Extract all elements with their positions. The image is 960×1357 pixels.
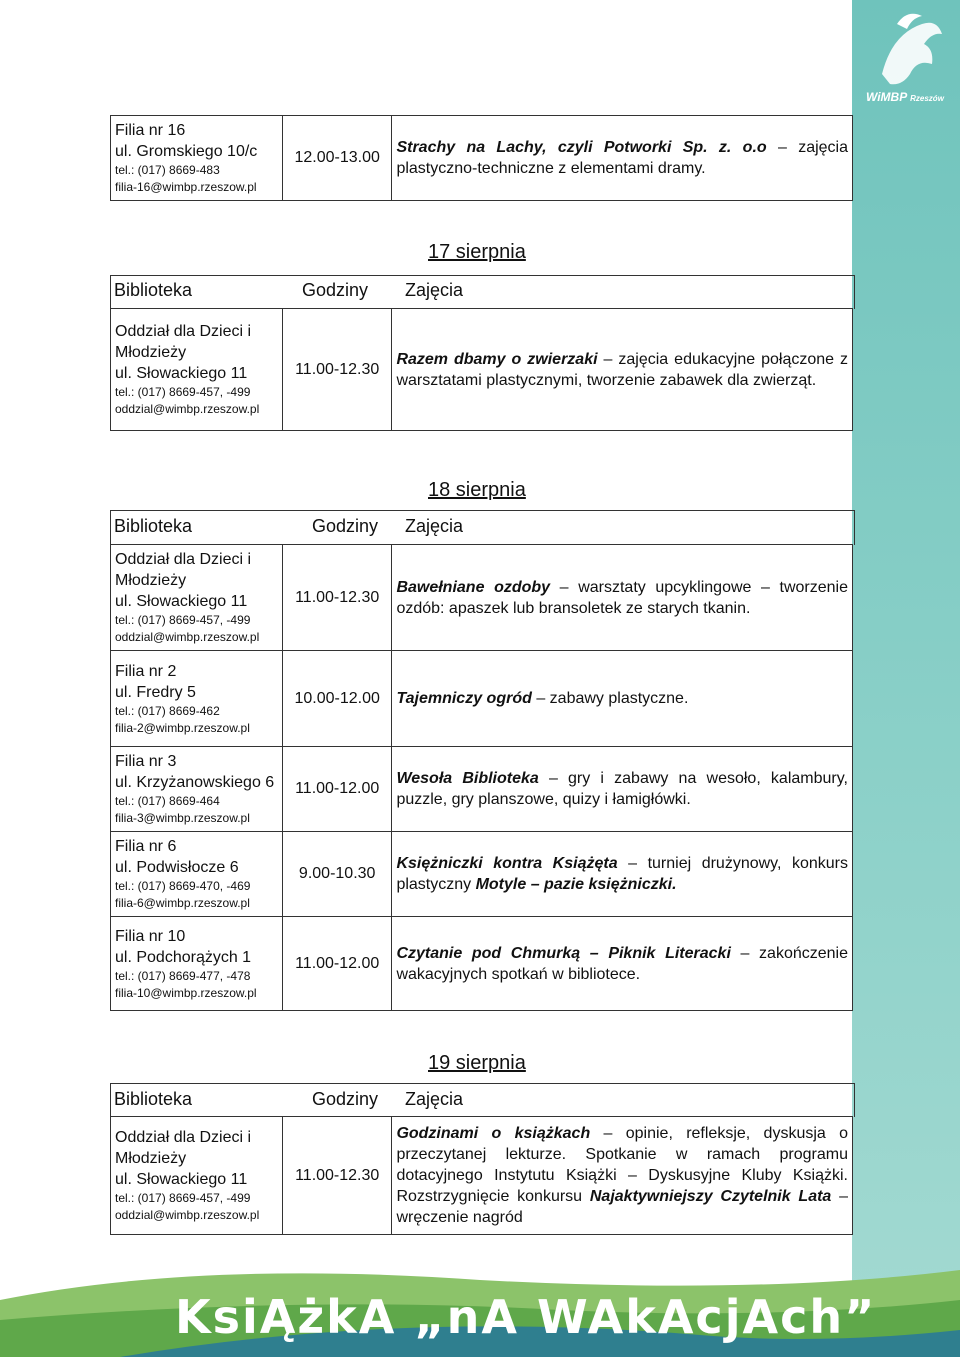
- library-phone: tel.: (017) 8669-483: [115, 163, 220, 177]
- library-name: Filia nr 16: [115, 122, 186, 139]
- library-email: oddzial@wimbp.rzeszow.pl: [115, 402, 260, 416]
- hours-cell: 9.00-10.30: [282, 832, 392, 917]
- decorative-sidebar: [852, 0, 960, 1357]
- library-phone: tel.: (017) 8669-462: [115, 703, 220, 718]
- header-library: Biblioteka: [114, 280, 193, 300]
- library-email: filia-6@wimbp.rzeszow.pl: [115, 896, 250, 910]
- header-library: Biblioteka: [114, 516, 193, 536]
- table-row: [111, 832, 853, 917]
- library-cell: [111, 651, 283, 747]
- header-row: [110, 510, 855, 545]
- activity-text: – turniej drużynowy, konkurs plastyczny: [396, 855, 849, 893]
- activity-cell: [392, 747, 853, 832]
- library-phone: tel.: (017) 8669-477, -478: [115, 968, 251, 983]
- library-phone: tel.: (017) 8669-464: [115, 794, 220, 808]
- library-street: ul. Słowackiego 11: [115, 365, 248, 382]
- library-email: filia-2@wimbp.rzeszow.pl: [115, 720, 250, 735]
- activity-text: – opinie, refleksje, dyskusja o przeczytanej lekturze. Spotkanie w ramach programu dotacyjnego Instytutu Książki – Dyskusyjne Kluby Książki. Rozstrzygnięcie konkursu: [396, 1125, 848, 1205]
- activity-cell: [392, 832, 853, 917]
- library-cell: [111, 747, 283, 832]
- library-email: filia-10@wimbp.rzeszow.pl: [115, 985, 257, 1000]
- hours-cell: 11.00-12.30: [282, 309, 392, 431]
- activity-text: – gry i zabawy na wesoło, kalambury, puzzle, gry planszowe, quizy i łamigłówki.: [396, 770, 848, 808]
- library-street: ul. Gromskiego 10/c: [115, 143, 258, 160]
- library-street: ul. Podchorążych 1: [115, 948, 252, 966]
- library-name: Oddział dla Dzieci i Młodzieży: [115, 1129, 252, 1167]
- activity-subtitle: Najaktywniejszy Czytelnik Lata: [589, 1188, 832, 1205]
- hours-cell: 11.00-12.30: [282, 545, 392, 651]
- library-street: ul. Podwisłocze 6: [115, 859, 239, 876]
- header-library: Biblioteka: [114, 1089, 193, 1109]
- header-hours: Godziny: [312, 516, 379, 536]
- table-row: [111, 747, 853, 832]
- banner-title: KsiĄżkA „nA WAkAcjAch”: [175, 1290, 877, 1344]
- logo-city: Rzeszów: [910, 94, 944, 103]
- library-name: Filia nr 3: [115, 753, 177, 770]
- activity-cell: [392, 309, 853, 431]
- activity-title: Bawełniane ozdoby: [396, 578, 551, 596]
- activity-title: Księżniczki kontra Książęta: [396, 855, 618, 872]
- hours-cell: 11.00-12.00: [282, 917, 392, 1011]
- hours-cell: 12.00-13.00: [282, 116, 392, 201]
- table-row: [111, 545, 853, 651]
- date-heading: 17 sierpnia: [428, 241, 526, 263]
- activity-cell: [392, 917, 853, 1011]
- activity-cell: [392, 651, 853, 747]
- hours-cell: 10.00-12.00: [282, 651, 392, 747]
- schedule-table-16-aug: [110, 115, 853, 201]
- library-name: Oddział dla Dzieci i Młodzieży: [115, 323, 252, 361]
- activity-title: Czytanie pod Chmurką – Piknik Literacki: [396, 944, 731, 962]
- table-row: [111, 309, 853, 431]
- library-phone: tel.: (017) 8669-457, -499: [115, 1191, 251, 1205]
- library-cell: [111, 545, 283, 651]
- header-activities: Zajęcia: [405, 516, 464, 536]
- hours-cell: 11.00-12.30: [282, 1117, 392, 1235]
- library-cell: [111, 832, 283, 917]
- library-phone: tel.: (017) 8669-457, -499: [115, 613, 251, 627]
- schedule-table-18-aug: [110, 544, 853, 1011]
- activity-title: Wesoła Biblioteka: [396, 770, 539, 787]
- activity-title: Godzinami o książkach: [396, 1125, 591, 1142]
- activity-text-end: – wręczenie nagród: [396, 1188, 849, 1226]
- library-cell: [111, 917, 283, 1011]
- library-street: ul. Słowackiego 11: [115, 1171, 248, 1188]
- library-name: Filia nr 2: [115, 662, 177, 680]
- table-row: [111, 1117, 853, 1235]
- library-email: filia-3@wimbp.rzeszow.pl: [115, 811, 250, 825]
- date-heading: 19 sierpnia: [428, 1052, 526, 1074]
- logo-brand: WiMBP Rzeszów: [866, 90, 944, 104]
- library-cell: [111, 116, 283, 201]
- activity-subtitle: Motyle – pazie księżniczki.: [475, 876, 677, 893]
- library-name: Filia nr 10: [115, 927, 186, 945]
- date-heading: 18 sierpnia: [428, 479, 526, 501]
- library-email: filia-16@wimbp.rzeszow.pl: [115, 180, 257, 194]
- activity-title: Strachy na Lachy, czyli Potworki Sp. z. o.o: [396, 139, 767, 156]
- activity-cell: [392, 1117, 853, 1235]
- header-row: [110, 275, 855, 309]
- header-row: [110, 1083, 855, 1117]
- library-name: Filia nr 6: [115, 838, 177, 855]
- library-cell: [111, 309, 283, 431]
- library-email: oddzial@wimbp.rzeszow.pl: [115, 630, 260, 644]
- activity-text: – zakończenie wakacyjnych spotkań w bibliotece.: [396, 944, 849, 983]
- activity-text: – zajęcia edukacyjne połączone z warsztatami plastycznymi, tworzenie zabawek dla zwierząt.: [396, 350, 849, 389]
- header-hours: Godziny: [312, 1089, 379, 1109]
- table-row: [111, 651, 853, 747]
- table-row: [111, 116, 853, 201]
- library-street: ul. Słowackiego 11: [115, 593, 248, 610]
- header-hours: Godziny: [302, 280, 369, 300]
- activity-title: Razem dbamy o zwierzaki: [396, 350, 598, 368]
- header-activities: Zajęcia: [405, 280, 464, 300]
- library-cell: [111, 1117, 283, 1235]
- schedule-table-19-aug: [110, 1116, 853, 1235]
- activity-text: – zabawy plastyczne.: [531, 690, 689, 707]
- activity-cell: [392, 116, 853, 201]
- schedule-table-17-aug: [110, 308, 853, 431]
- activity-title: Tajemniczy ogród: [396, 690, 532, 707]
- activity-text: – warsztaty upcyklingowe – tworzenie ozdób: apaszek lub bransoletek ze starych tkanin.: [396, 578, 849, 617]
- library-street: ul. Fredry 5: [115, 683, 196, 701]
- hours-cell: 11.00-12.00: [282, 747, 392, 832]
- activity-cell: [392, 545, 853, 651]
- library-phone: tel.: (017) 8669-457, -499: [115, 385, 251, 399]
- library-email: oddzial@wimbp.rzeszow.pl: [115, 1208, 260, 1222]
- library-phone: tel.: (017) 8669-470, -469: [115, 879, 251, 893]
- header-activities: Zajęcia: [405, 1089, 464, 1109]
- library-name: Oddział dla Dzieci i Młodzieży: [115, 551, 252, 589]
- table-row: [111, 917, 853, 1011]
- library-street: ul. Krzyżanowskiego 6: [115, 774, 275, 791]
- activity-text: – zajęcia plastyczno-techniczne z elementami dramy.: [396, 139, 849, 177]
